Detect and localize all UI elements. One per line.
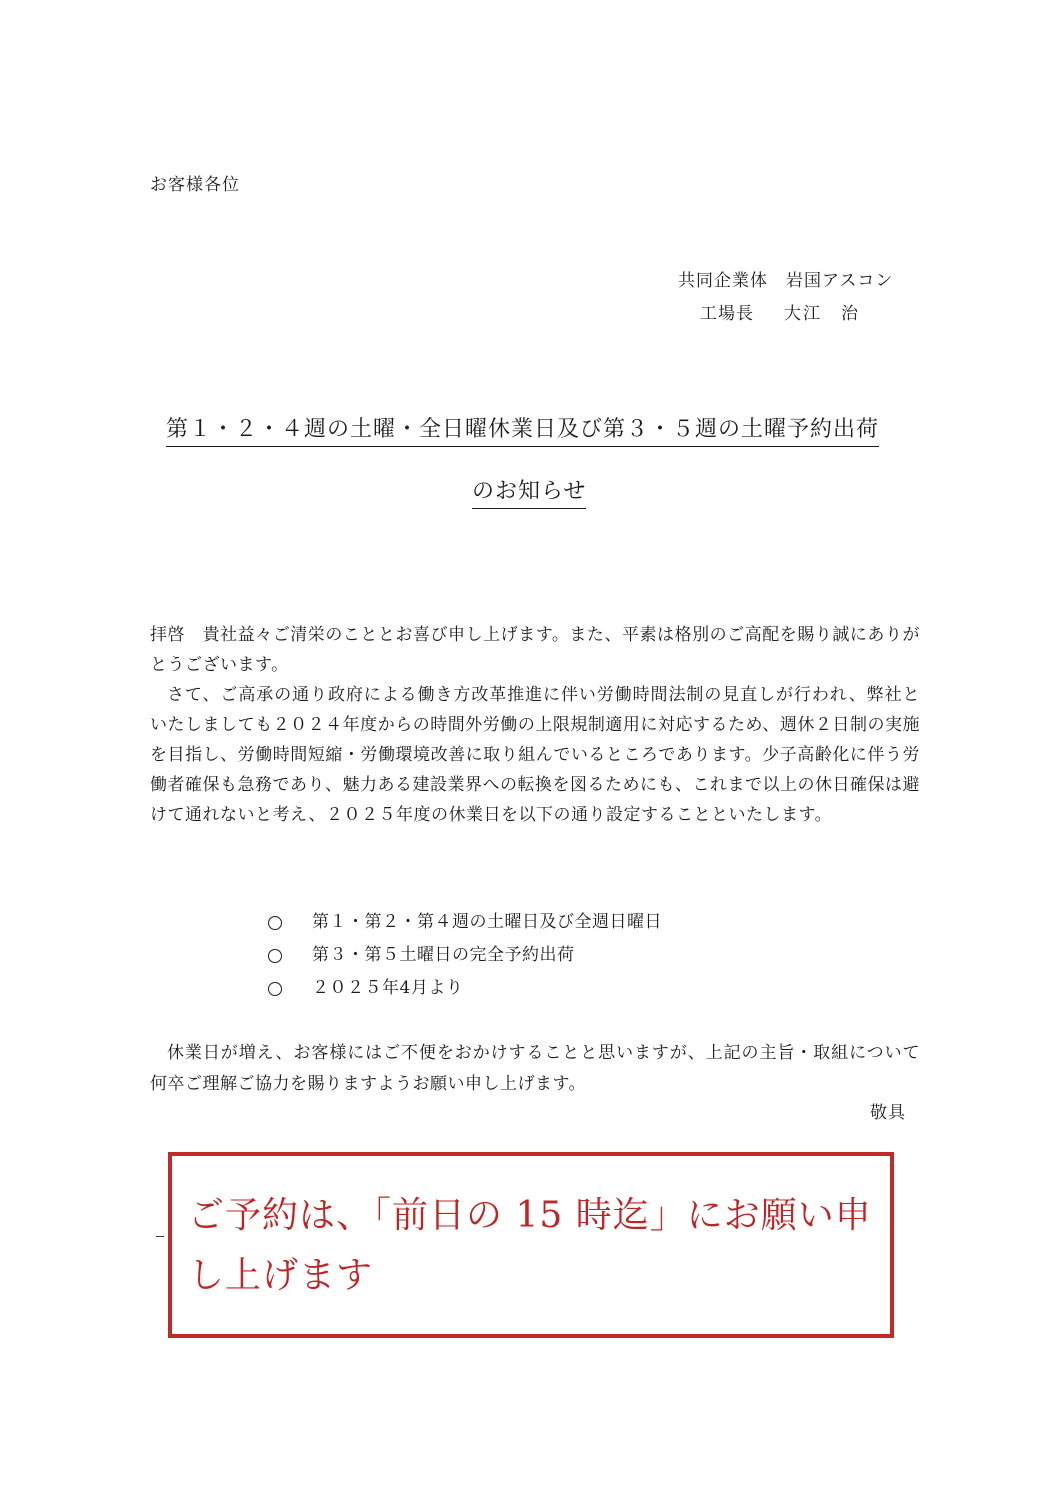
list-item	[268, 939, 662, 972]
circle-bullet-icon	[268, 982, 282, 996]
signoff: 敬具	[870, 1103, 906, 1123]
sender-title: 工場長	[700, 304, 754, 324]
closing-paragraph: 休業日が増え、お客様にはご不便をおかけすることと思いますが、上記の主旨・取組について何卒ご理解ご協力を賜りますようお願い申し上げます。	[150, 1043, 920, 1094]
bullet-text: 第１・第２・第４週の土曜日及び全週日曜日	[312, 912, 662, 932]
list-item	[268, 906, 662, 939]
bullet-text: 第３・第５土曜日の完全予約出荷	[312, 945, 575, 965]
notice-text: ご予約は、「前日の 15 時迄」にお願い申し上げます	[188, 1195, 872, 1296]
margin-mark	[156, 1236, 164, 1237]
closing-text	[150, 1038, 920, 1100]
circle-bullet-icon	[268, 949, 282, 963]
circle-bullet-icon	[268, 916, 282, 930]
document-title-line-2: のお知らせ	[472, 474, 586, 509]
body-text	[150, 620, 920, 830]
list-item	[268, 972, 662, 1005]
document-title-line-1: 第１・２・４週の土曜・全日曜休業日及び第３・５週の土曜予約出荷	[166, 412, 879, 447]
body-paragraph-1: 拝啓 貴社益々ご清栄のこととお喜び申し上げます。また、平素は格別のご高配を賜り誠にありがとうございます。	[150, 625, 920, 675]
body-paragraph-2: さて、ご高承の通り政府による働き方改革推進に伴い労働時間法制の見直しが行われ、弊社といたしましても２０２４年度からの時間外労働の上限規制適用に対応するため、週休２日制の実施を目指し、労働時間短縮・労働環境改善に取り組んでいるところであります。少子高齢化に伴う労働者確保も急務であり、魅力ある建設業界への転換を図るためにも、これまで以上の休日確保は避けて通れないと考え、２０２５年度の休業日を以下の通り設定することといたします。	[150, 685, 920, 825]
addressee: お客様各位	[150, 175, 240, 195]
sender-organization: 共同企業体 岩国アスコン	[678, 271, 894, 291]
bullet-text: ２０２５年4月より	[312, 978, 464, 998]
bullet-list	[268, 906, 662, 1005]
sender-name: 大江 治	[784, 304, 860, 324]
